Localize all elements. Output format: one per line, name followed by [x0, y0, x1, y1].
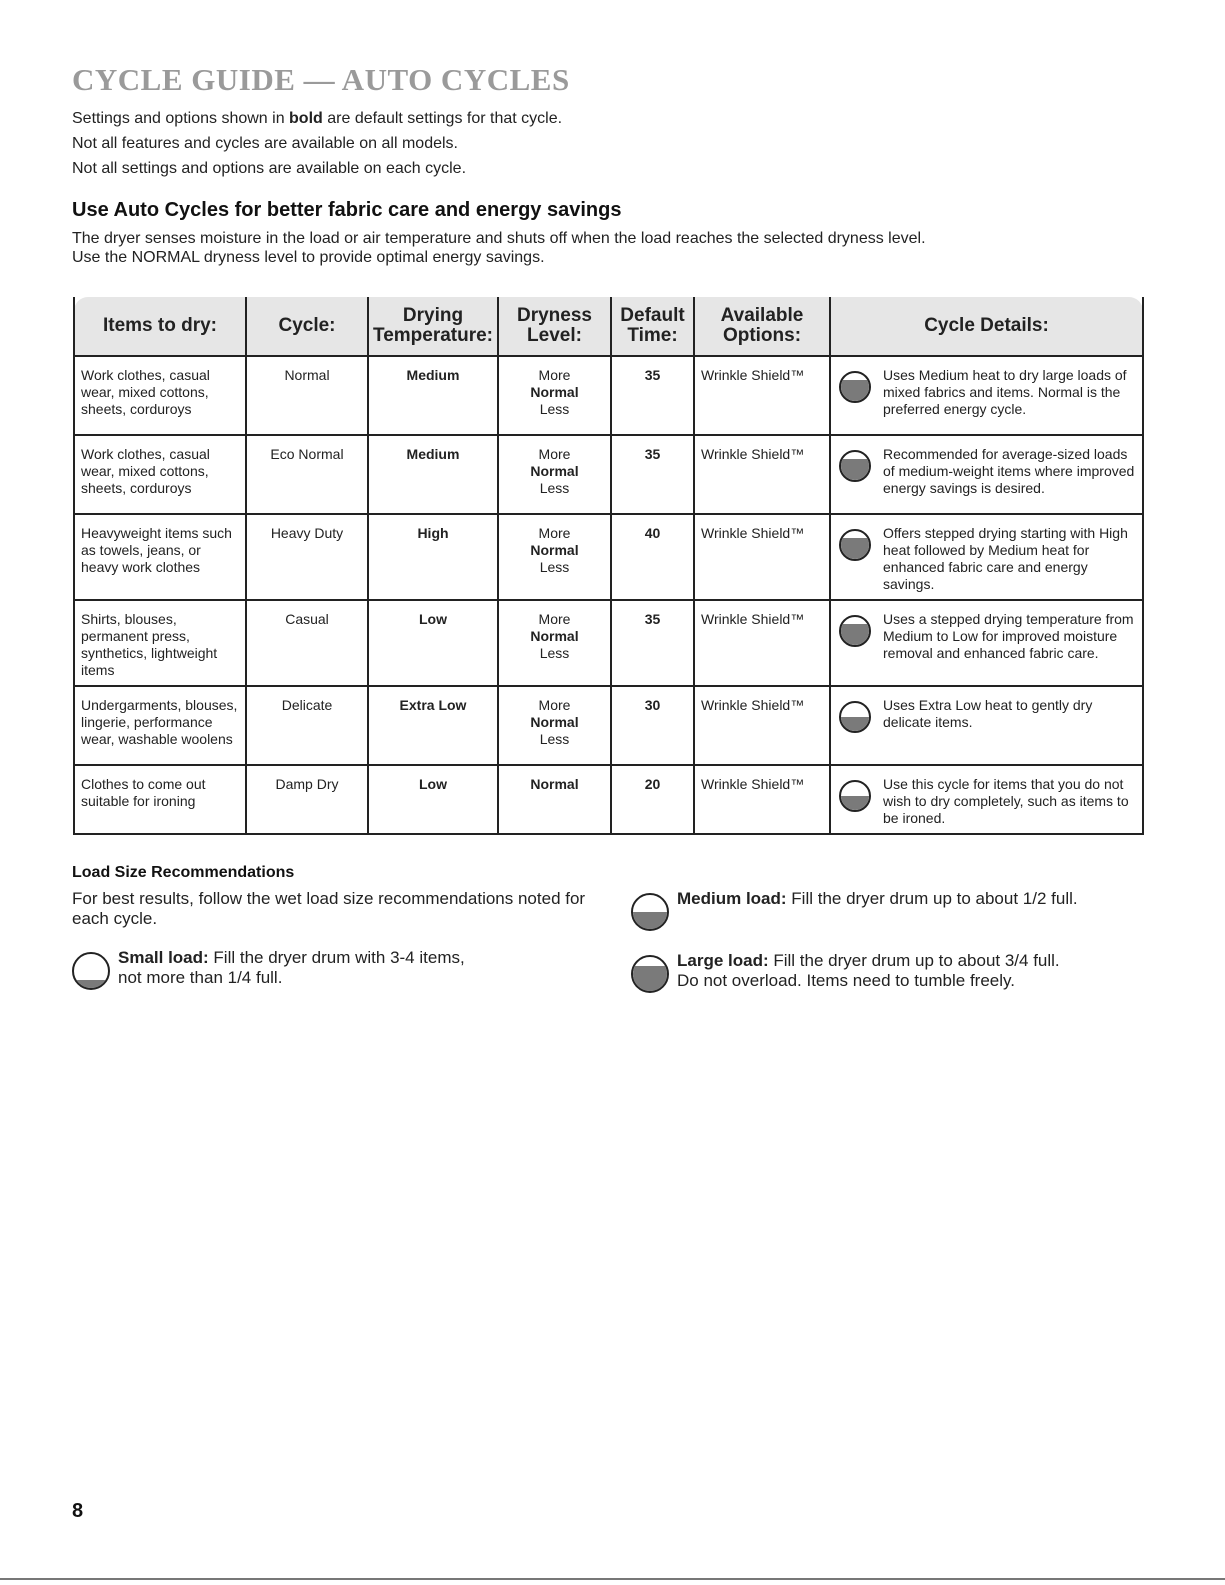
drum-load-icon — [839, 371, 871, 403]
header-dryness: Dryness Level: — [498, 297, 611, 356]
header-details: Cycle Details: — [830, 297, 1143, 356]
cycle-table — [73, 297, 1142, 835]
cell-cycle: Delicate — [246, 686, 368, 765]
header-items: Items to dry: — [74, 297, 246, 356]
intro-line-1: Settings and options shown in bold are default settings for that cycle. — [72, 110, 563, 127]
details-text: Uses Extra Low heat to gently dry delicate items. — [883, 697, 1093, 730]
cell-temperature: Medium — [368, 356, 498, 435]
cell-cycle: Damp Dry — [246, 765, 368, 834]
small-load-item: Small load: Fill the dryer drum with 3-4 items, not more than 1/4 full. — [72, 948, 552, 992]
dryness-less: Less — [539, 731, 570, 747]
table-header-row — [74, 297, 1143, 356]
section-description: The dryer senses moisture in the load or air temperature and shuts off when the load reaches the selected dryness level. Use the NORMAL dryness level to provide optimal energy savings. — [72, 230, 926, 266]
page-number: 8 — [72, 1500, 84, 1522]
cell-options: Wrinkle Shield™ — [694, 514, 830, 600]
drum-medium-icon — [631, 893, 669, 931]
dryness-normal: Normal — [530, 542, 579, 558]
details-text: Offers stepped drying starting with High heat followed by Medium heat for enhanced fabric care and energy savings. — [883, 525, 1128, 592]
dryness-more: More — [538, 697, 571, 713]
drum-load-icon — [839, 529, 871, 561]
cell-temperature: High — [368, 514, 498, 600]
cell-details — [830, 765, 1143, 834]
dryness-normal: Normal — [530, 628, 579, 644]
cell-time: 35 — [611, 600, 694, 686]
cell-temperature: Extra Low — [368, 686, 498, 765]
section-heading: Use Auto Cycles for better fabric care and energy savings — [72, 199, 622, 221]
cell-dryness — [498, 765, 611, 834]
dryness-normal: Normal — [530, 714, 579, 730]
dryness-normal: Normal — [530, 776, 579, 792]
dryness-less: Less — [539, 559, 570, 575]
details-text: Uses a stepped drying temperature from Medium to Low for improved moisture removal and enhanced fabric care. — [883, 611, 1134, 661]
drum-load-icon — [839, 780, 871, 812]
header-temperature: Drying Temperature: — [368, 297, 498, 356]
page-title: CYCLE GUIDE — AUTO CYCLES — [72, 62, 570, 97]
cell-dryness — [498, 435, 611, 514]
cell-dryness — [498, 356, 611, 435]
cell-details — [830, 686, 1143, 765]
dryness-more: More — [538, 611, 571, 627]
cell-dryness — [498, 600, 611, 686]
cell-items: Work clothes, casual wear, mixed cottons, sheets, corduroys — [74, 356, 246, 435]
cell-items: Work clothes, casual wear, mixed cottons, sheets, corduroys — [74, 435, 246, 514]
cell-details — [830, 514, 1143, 600]
dryness-less: Less — [539, 401, 570, 417]
medium-load-item: Medium load: Fill the dryer drum up to about 1/2 full. — [631, 889, 1151, 933]
dryness-more: More — [538, 367, 571, 383]
medium-load-label: Medium load: — [677, 889, 787, 908]
cell-items: Undergarments, blouses, lingerie, performance wear, washable woolens — [74, 686, 246, 765]
cell-dryness — [498, 514, 611, 600]
cell-time: 35 — [611, 435, 694, 514]
header-time: Default Time: — [611, 297, 694, 356]
dryness-normal: Normal — [530, 463, 579, 479]
cell-details — [830, 356, 1143, 435]
cell-cycle: Eco Normal — [246, 435, 368, 514]
cell-temperature: Low — [368, 765, 498, 834]
details-text: Recommended for average-sized loads of medium-weight items where improved energy savings is desired. — [883, 446, 1135, 496]
cell-cycle: Normal — [246, 356, 368, 435]
drum-load-icon — [839, 701, 871, 733]
cell-cycle: Casual — [246, 600, 368, 686]
dryness-less: Less — [539, 645, 570, 661]
intro-notes — [72, 106, 562, 181]
cell-time: 35 — [611, 356, 694, 435]
large-load-label: Large load: — [677, 951, 769, 970]
cell-time: 30 — [611, 686, 694, 765]
table-row — [74, 356, 1143, 435]
large-load-item: Large load: Fill the dryer drum up to about 3/4 full. Do not overload. Items need to tumble freely. — [631, 951, 1151, 995]
drum-large-icon — [631, 955, 669, 993]
table-row — [74, 765, 1143, 834]
details-text: Uses Medium heat to dry large loads of mixed fabrics and items. Normal is the preferred energy cycle. — [883, 367, 1127, 417]
dryness-normal: Normal — [530, 384, 579, 400]
cell-items: Clothes to come out suitable for ironing — [74, 765, 246, 834]
drum-load-icon — [839, 615, 871, 647]
cell-temperature: Medium — [368, 435, 498, 514]
dryness-more: More — [538, 525, 571, 541]
intro-line-3: Not all settings and options are available on each cycle. — [72, 160, 467, 177]
drum-small-icon — [72, 952, 110, 990]
page-bottom-rule — [0, 1578, 1225, 1580]
table-row — [74, 600, 1143, 686]
cell-dryness — [498, 686, 611, 765]
drum-load-icon — [839, 450, 871, 482]
cell-items: Heavyweight items such as towels, jeans, or heavy work clothes — [74, 514, 246, 600]
cell-items: Shirts, blouses, permanent press, synthetics, lightweight items — [74, 600, 246, 686]
table-row — [74, 514, 1143, 600]
cell-options: Wrinkle Shield™ — [694, 356, 830, 435]
cell-time: 20 — [611, 765, 694, 834]
dryness-less: Less — [539, 480, 570, 496]
cell-options: Wrinkle Shield™ — [694, 686, 830, 765]
cell-options: Wrinkle Shield™ — [694, 435, 830, 514]
cell-details — [830, 435, 1143, 514]
cell-time: 40 — [611, 514, 694, 600]
small-load-label: Small load: — [118, 948, 209, 967]
cell-options: Wrinkle Shield™ — [694, 600, 830, 686]
cell-temperature: Low — [368, 600, 498, 686]
header-options: Available Options: — [694, 297, 830, 356]
cell-details — [830, 600, 1143, 686]
table-row — [74, 435, 1143, 514]
table-row — [74, 686, 1143, 765]
load-size-title: Load Size Recommendations — [72, 864, 295, 881]
header-cycle: Cycle: — [246, 297, 368, 356]
cell-cycle: Heavy Duty — [246, 514, 368, 600]
details-text: Use this cycle for items that you do not wish to dry completely, such as items to be ironed. — [883, 776, 1129, 826]
intro-line-2: Not all features and cycles are available on all models. — [72, 135, 458, 152]
dryness-more: More — [538, 446, 571, 462]
load-size-intro: For best results, follow the wet load size recommendations noted for each cycle. — [72, 889, 586, 928]
cell-options: Wrinkle Shield™ — [694, 765, 830, 834]
